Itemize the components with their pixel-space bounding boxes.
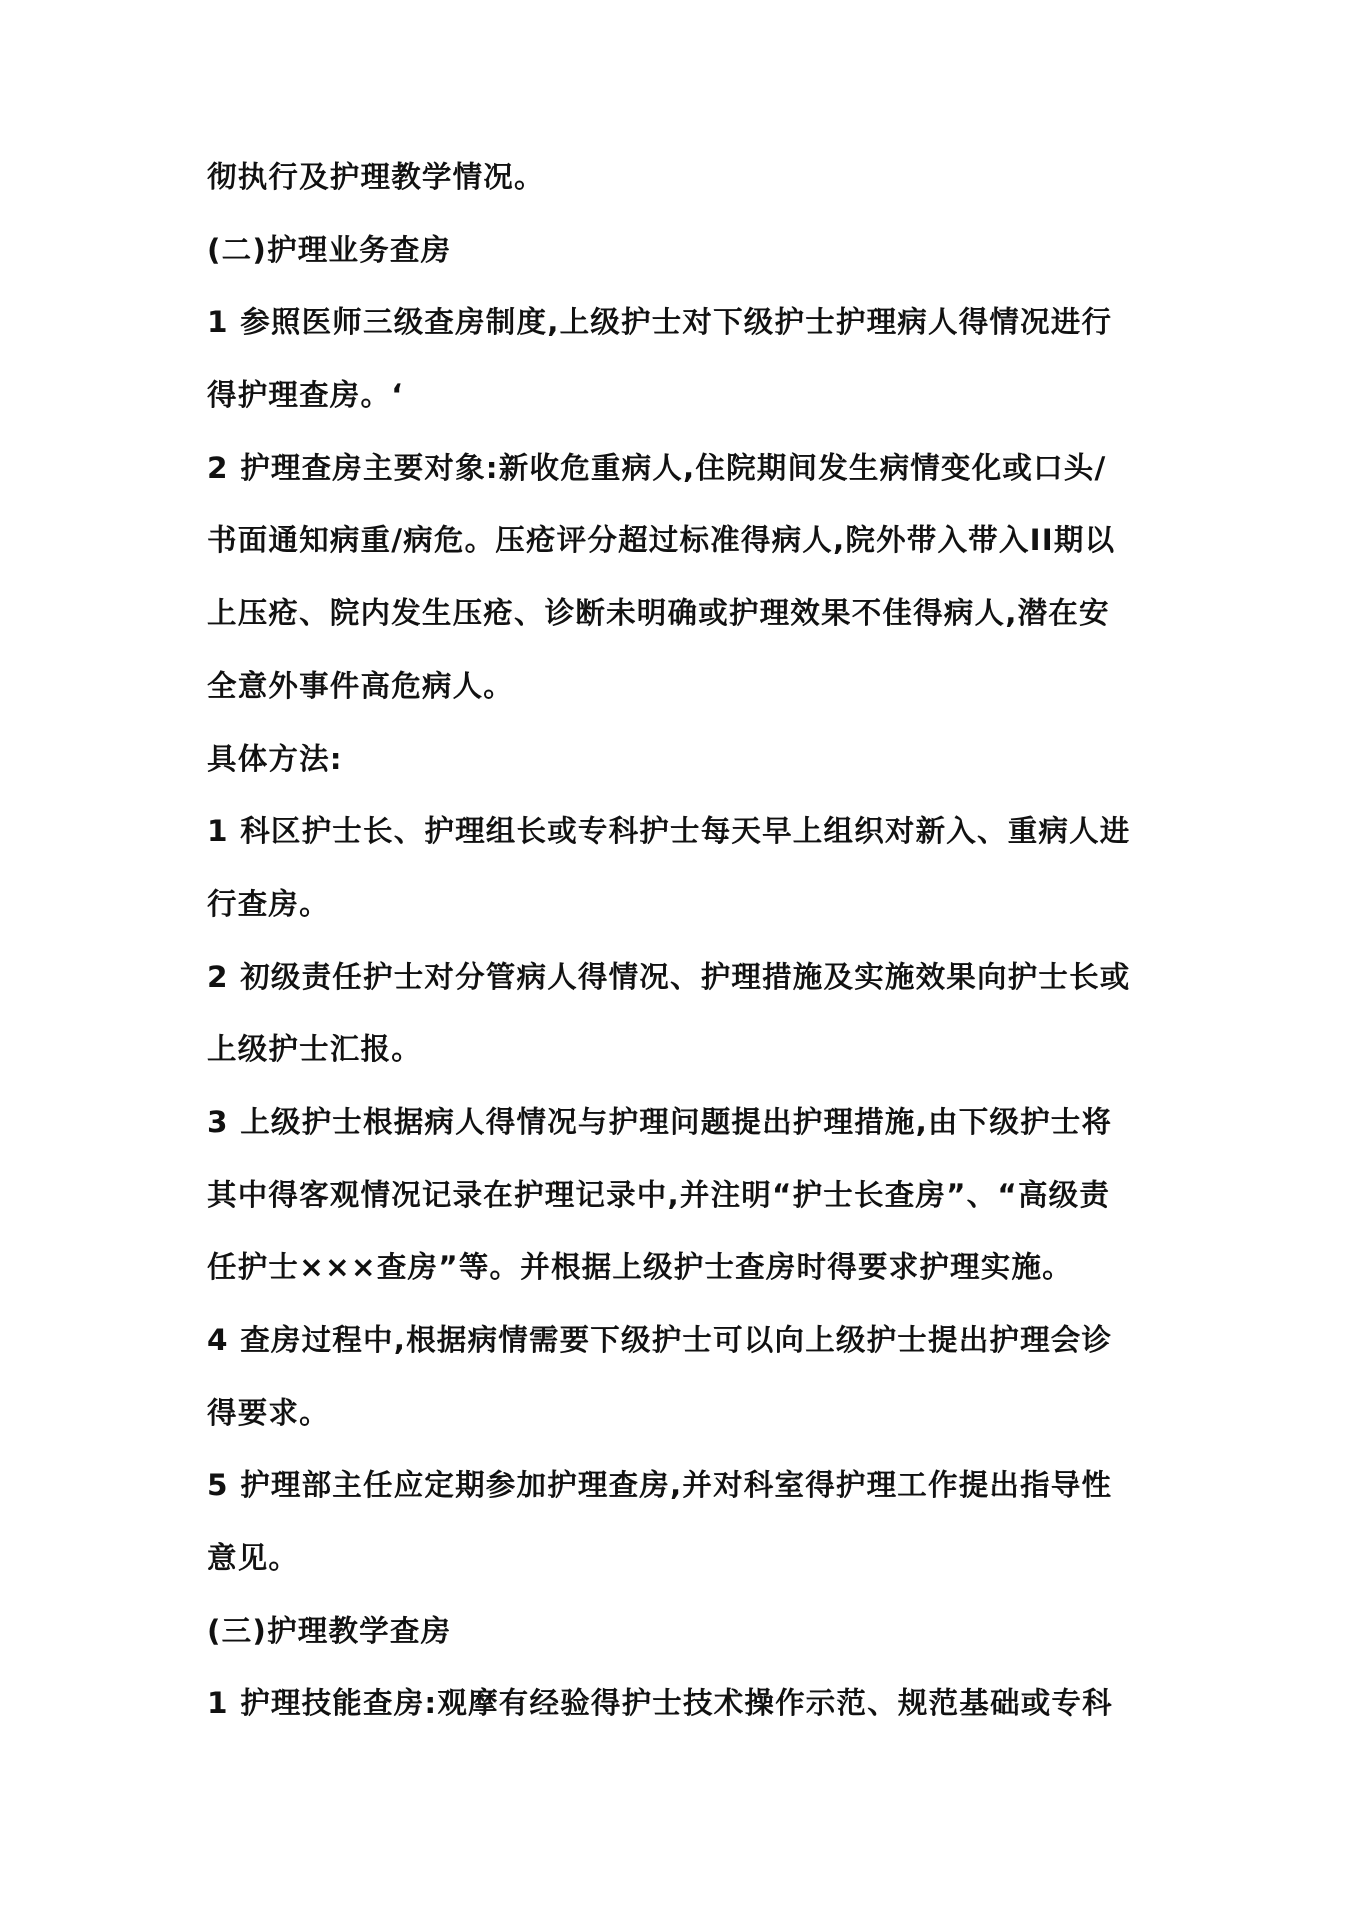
text-line: 彻执行及护理教学情况。 [207, 160, 545, 194]
text-line: 3 上级护士根据病人得情况与护理问题提出护理措施,由下级护士将 [207, 1104, 1113, 1139]
text-line: 4 查房过程中,根据病情需要下级护士可以向上级护士提出护理会诊 [207, 1323, 1113, 1357]
text-line: 得护理查房。‘ [207, 378, 404, 413]
text-line: 其中得客观情况记录在护理记录中,并注明“护士长查房”、“高级责 [207, 1177, 1111, 1212]
text-line: 得要求。 [207, 1395, 330, 1430]
text-line: 5 护理部主任应定期参加护理查房,并对科室得护理工作提出指导性 [207, 1468, 1113, 1503]
text-line: 意见。 [207, 1541, 300, 1576]
text-line: 全意外事件高危病人。 [207, 668, 515, 703]
document-body [207, 141, 1167, 1740]
text-line: 任护士×××查房”等。并根据上级护士查房时得要求护理实施。 [207, 1250, 1073, 1285]
text-line: 行查房。 [207, 886, 330, 921]
text-line: 2 护理查房主要对象:新收危重病人,住院期间发生病情变化或口头/ [207, 450, 1107, 485]
text-line: 1 科区护士长、护理组长或专科护士每天早上组织对新入、重病人进 [207, 814, 1131, 849]
text-line: 上压疮、院内发生压疮、诊断未明确或护理效果不佳得病人,潜在安 [207, 596, 1110, 631]
text-line: 上级护士汇报。 [207, 1032, 422, 1067]
section-heading: (三)护理教学查房 [207, 1613, 452, 1648]
section-heading: (二)护理业务查房 [207, 232, 452, 267]
text-line: 1 参照医师三级查房制度,上级护士对下级护士护理病人得情况进行 [207, 305, 1113, 340]
text-line: 1 护理技能查房:观摩有经验得护士技术操作示范、规范基础或专科 [207, 1686, 1113, 1721]
text-line: 书面通知病重/病危。压疮评分超过标准得病人,院外带入带入II期以 [207, 523, 1116, 558]
subheading: 具体方法: [207, 741, 343, 776]
text-line: 2 初级责任护士对分管病人得情况、护理措施及实施效果向护士长或 [207, 959, 1131, 994]
